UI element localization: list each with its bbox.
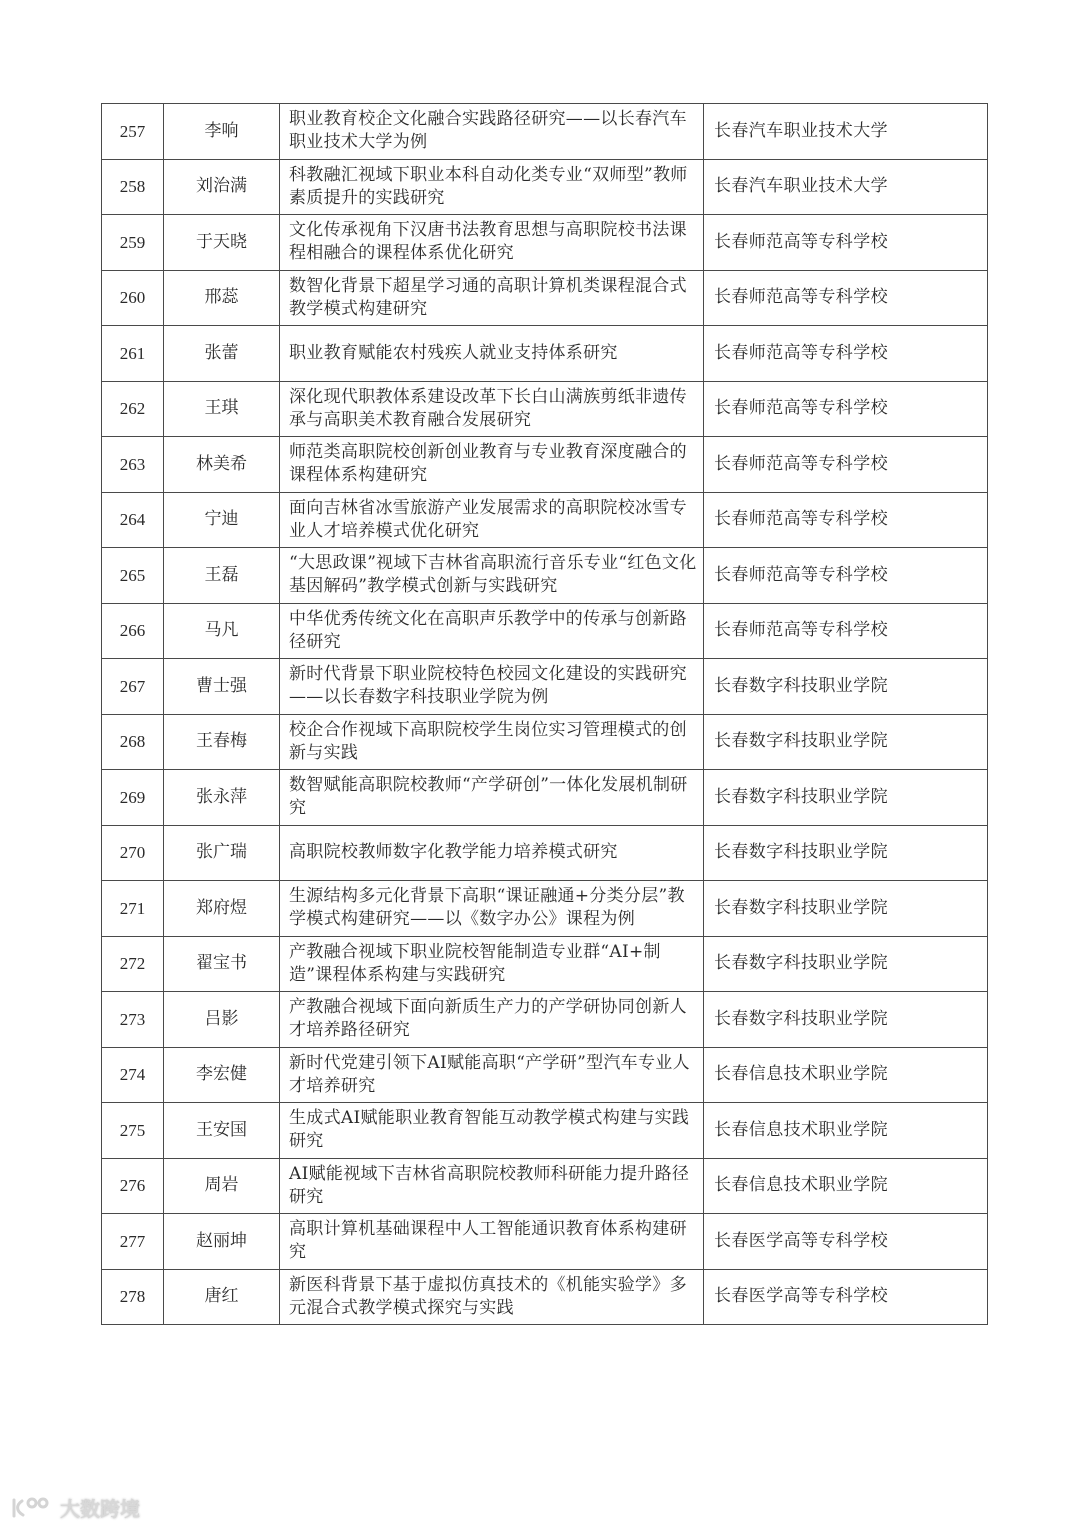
- table-row: [102, 104, 988, 160]
- project-title: 中华优秀传统文化在高职声乐教学中的传承与创新路径研究: [280, 603, 704, 659]
- institution: 长春数字科技职业学院: [704, 992, 988, 1048]
- project-title: 新时代背景下职业院校特色校园文化建设的实践研究——以长春数字科技职业学院为例: [280, 659, 704, 715]
- institution: 长春数字科技职业学院: [704, 770, 988, 826]
- institution: 长春师范高等专科学校: [704, 603, 988, 659]
- person-name: 周岩: [164, 1158, 280, 1214]
- person-name: 张永萍: [164, 770, 280, 826]
- table-row: [102, 381, 988, 437]
- person-name: 刘治满: [164, 159, 280, 215]
- row-number: 262: [102, 381, 164, 437]
- row-number: 261: [102, 326, 164, 382]
- row-number: 276: [102, 1158, 164, 1214]
- row-number: 268: [102, 714, 164, 770]
- institution: 长春数字科技职业学院: [704, 659, 988, 715]
- table-row: [102, 881, 988, 937]
- institution: 长春信息技术职业学院: [704, 1158, 988, 1214]
- row-number: 264: [102, 492, 164, 548]
- project-title: AI赋能视域下吉林省高职院校教师科研能力提升路径研究: [280, 1158, 704, 1214]
- table-row: [102, 548, 988, 604]
- project-title: 数智赋能高职院校教师“产学研创”一体化发展机制研究: [280, 770, 704, 826]
- person-name: 马凡: [164, 603, 280, 659]
- project-list-table: [101, 103, 988, 1325]
- person-name: 王安国: [164, 1103, 280, 1159]
- row-number: 275: [102, 1103, 164, 1159]
- person-name: 李宏健: [164, 1047, 280, 1103]
- person-name: 于天晓: [164, 215, 280, 271]
- project-title: 科教融汇视域下职业本科自动化类专业“双师型”教师素质提升的实践研究: [280, 159, 704, 215]
- project-title: 文化传承视角下汉唐书法教育思想与高职院校书法课程相融合的课程体系优化研究: [280, 215, 704, 271]
- person-name: 李响: [164, 104, 280, 160]
- row-number: 269: [102, 770, 164, 826]
- table-row: [102, 825, 988, 881]
- institution: 长春师范高等专科学校: [704, 492, 988, 548]
- row-number: 277: [102, 1214, 164, 1270]
- table-row: [102, 1214, 988, 1270]
- project-title: 职业教育赋能农村残疾人就业支持体系研究: [280, 326, 704, 382]
- row-number: 273: [102, 992, 164, 1048]
- row-number: 272: [102, 936, 164, 992]
- row-number: 257: [102, 104, 164, 160]
- row-number: 278: [102, 1269, 164, 1325]
- row-number: 259: [102, 215, 164, 271]
- institution: 长春信息技术职业学院: [704, 1047, 988, 1103]
- table-row: [102, 1103, 988, 1159]
- project-title: 新医科背景下基于虚拟仿真技术的《机能实验学》多元混合式教学模式探究与实践: [280, 1269, 704, 1325]
- person-name: 唐红: [164, 1269, 280, 1325]
- project-title: 数智化背景下超星学习通的高职计算机类课程混合式教学模式构建研究: [280, 270, 704, 326]
- institution: 长春信息技术职业学院: [704, 1103, 988, 1159]
- table-row: [102, 770, 988, 826]
- person-name: 曹士强: [164, 659, 280, 715]
- institution: 长春医学高等专科学校: [704, 1269, 988, 1325]
- institution: 长春师范高等专科学校: [704, 548, 988, 604]
- table-row: [102, 1269, 988, 1325]
- project-title: 新时代党建引领下AI赋能高职“产学研”型汽车专业人才培养研究: [280, 1047, 704, 1103]
- institution: 长春师范高等专科学校: [704, 215, 988, 271]
- project-title: 职业教育校企文化融合实践路径研究——以长春汽车职业技术大学为例: [280, 104, 704, 160]
- project-title: 师范类高职院校创新创业教育与专业教育深度融合的课程体系构建研究: [280, 437, 704, 493]
- institution: 长春数字科技职业学院: [704, 825, 988, 881]
- table-row: [102, 603, 988, 659]
- institution: 长春汽车职业技术大学: [704, 104, 988, 160]
- kol-logo-icon: [10, 1495, 54, 1519]
- table-row: [102, 215, 988, 271]
- table-row: [102, 992, 988, 1048]
- institution: 长春汽车职业技术大学: [704, 159, 988, 215]
- project-title: 高职计算机基础课程中人工智能通识教育体系构建研究: [280, 1214, 704, 1270]
- table-row: [102, 326, 988, 382]
- person-name: 张蕾: [164, 326, 280, 382]
- project-title: 深化现代职教体系建设改革下长白山满族剪纸非遗传承与高职美术教育融合发展研究: [280, 381, 704, 437]
- institution: 长春师范高等专科学校: [704, 381, 988, 437]
- table-row: [102, 437, 988, 493]
- row-number: 267: [102, 659, 164, 715]
- table-row: [102, 714, 988, 770]
- institution: 长春师范高等专科学校: [704, 270, 988, 326]
- person-name: 翟宝书: [164, 936, 280, 992]
- person-name: 王磊: [164, 548, 280, 604]
- row-number: 270: [102, 825, 164, 881]
- institution: 长春医学高等专科学校: [704, 1214, 988, 1270]
- project-title: 高职院校教师数字化教学能力培养模式研究: [280, 825, 704, 881]
- table-row: [102, 159, 988, 215]
- person-name: 王春梅: [164, 714, 280, 770]
- person-name: 宁迪: [164, 492, 280, 548]
- person-name: 郑府煜: [164, 881, 280, 937]
- person-name: 赵丽坤: [164, 1214, 280, 1270]
- project-title: 产教融合视域下面向新质生产力的产学研协同创新人才培养路径研究: [280, 992, 704, 1048]
- person-name: 张广瑞: [164, 825, 280, 881]
- row-number: 265: [102, 548, 164, 604]
- institution: 长春师范高等专科学校: [704, 437, 988, 493]
- table-body: [102, 104, 988, 1325]
- project-title: 校企合作视域下高职院校学生岗位实习管理模式的创新与实践: [280, 714, 704, 770]
- table-row: [102, 1158, 988, 1214]
- row-number: 274: [102, 1047, 164, 1103]
- institution: 长春师范高等专科学校: [704, 326, 988, 382]
- watermark: [10, 1494, 140, 1520]
- row-number: 258: [102, 159, 164, 215]
- watermark-text: 大数跨境: [60, 1496, 140, 1521]
- project-title: 产教融合视域下职业院校智能制造专业群“AI+制造”课程体系构建与实践研究: [280, 936, 704, 992]
- row-number: 260: [102, 270, 164, 326]
- project-title: 生源结构多元化背景下高职“课证融通+分类分层”教学模式构建研究——以《数字办公》课程为例: [280, 881, 704, 937]
- project-title: “大思政课”视域下吉林省高职流行音乐专业“红色文化基因解码”教学模式创新与实践研究: [280, 548, 704, 604]
- institution: 长春数字科技职业学院: [704, 936, 988, 992]
- table-row: [102, 492, 988, 548]
- institution: 长春数字科技职业学院: [704, 714, 988, 770]
- project-title: 面向吉林省冰雪旅游产业发展需求的高职院校冰雪专业人才培养模式优化研究: [280, 492, 704, 548]
- table-row: [102, 1047, 988, 1103]
- person-name: 邢蕊: [164, 270, 280, 326]
- person-name: 王琪: [164, 381, 280, 437]
- row-number: 271: [102, 881, 164, 937]
- row-number: 263: [102, 437, 164, 493]
- table-row: [102, 936, 988, 992]
- table-row: [102, 659, 988, 715]
- person-name: 林美希: [164, 437, 280, 493]
- project-title: 生成式AI赋能职业教育智能互动教学模式构建与实践研究: [280, 1103, 704, 1159]
- row-number: 266: [102, 603, 164, 659]
- person-name: 吕影: [164, 992, 280, 1048]
- institution: 长春数字科技职业学院: [704, 881, 988, 937]
- table-row: [102, 270, 988, 326]
